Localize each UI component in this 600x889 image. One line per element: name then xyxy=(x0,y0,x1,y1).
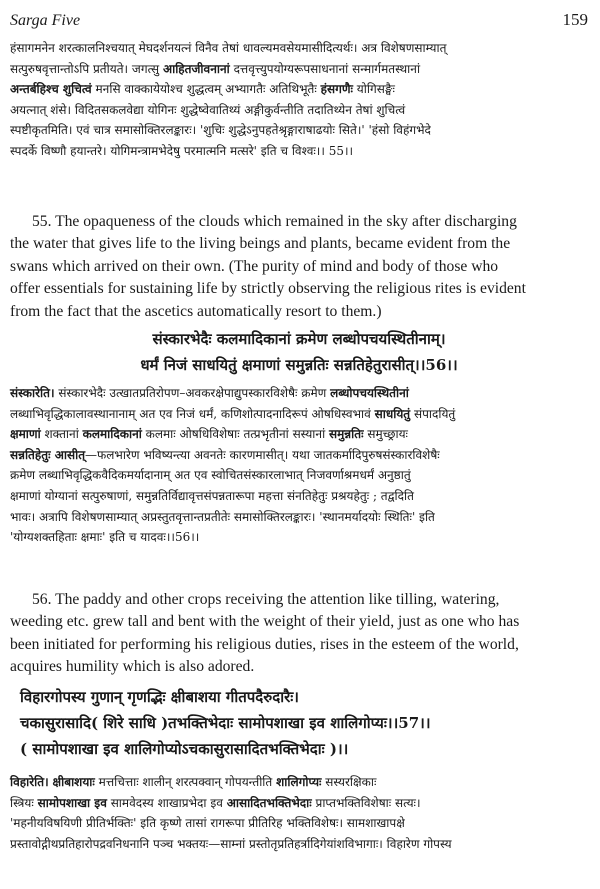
commentary-line: सन्नतिहेतुः आसीत्—फलभारेण भविष्यन्त्या अवनतेः कारणमासीत्। यथा जातकर्मादिपुरुषसंस्कारविशेषैः xyxy=(10,447,440,462)
translation-line: swans which arrived on their own. (The purity of mind and body of those who xyxy=(10,257,499,275)
commentary-line: स्पष्टीकृतमिति। एवं चात्र समासोक्तिरलङ्कारः। 'शुचिः शुद्धेऽनुपहतेश्रृङ्गाराषाढयोः सिते।' 'हंसो विहंगभेदे xyxy=(10,123,431,138)
running-head xyxy=(10,10,588,32)
translation-line: 56. The paddy and other crops receiving the attention like tilling, watering, xyxy=(32,591,500,608)
commentary-line: सत्पुरुषवृत्तान्तोऽपि प्रतीयते। जगत्सु आहितजीवनानां दत्तवृत्त्युपयोग्यरूपसाधनानां सन्मार्गमतस्थानां xyxy=(10,61,421,76)
commentary-line: 'महनीयविषयिणी प्रीतिर्भक्तिः' इति कृष्णे तासां रागरूपा प्रीतिरिह भक्तिविशेषः। सामशाखापक्षे xyxy=(10,816,405,831)
translation-line: acquires humility which is also adored. xyxy=(10,658,255,676)
commentary-54 xyxy=(10,38,588,162)
commentary-line: लब्धाभिवृद्धिकालावस्थानानाम् अत एव निजं धर्मं, कणिशोत्पादनादिरूपं ओषधिस्वभावं साधयितुं संपादयितुं xyxy=(10,406,456,421)
commentary-line: क्षमाणां योग्यानां सत्पुरुषाणां, समुन्नतिर्विद्यावृत्तसंपन्नतारूपा महत्ता संनतिहेतुः प्रश्रयहेतुः ; तद्वदिति xyxy=(10,488,414,503)
translation-56 xyxy=(10,589,588,679)
verse-56 xyxy=(10,326,588,378)
verse-line: धर्मं निजं साधयितुं क्षमाणां समुन्नतिः सन्नतिहेतुरासीत्।।56।। xyxy=(140,356,458,374)
translation-line: the water that gives life to the living beings and plants, became evident from the xyxy=(10,235,511,253)
commentary-line: प्रस्तावोद्गीथप्रतिहारोपद्रवनिधनानि पञ्च भक्तयः—साम्नां प्रस्तोतृप्रतिहर्त्रादिगेयांशविभागाः। विहारेण गोपस्य xyxy=(10,836,452,851)
translation-line: weeding etc. grew tall and bent with the weight of their yield, just as one who has xyxy=(10,613,520,631)
translation-line: been initiated for performing his religious duties, rises in the esteem of the world, xyxy=(10,635,519,653)
commentary-line: अयत्नात् शंसे। विदितसकलवेद्या योगिनः शुद्धेष्वेवातिथ्यं अङ्गीकुर्वन्तीति तदातिथ्येन तेषां शुचित्वं xyxy=(10,102,406,117)
verse-line: विहारगोपस्य गुणान् गृणद्भिः क्षीबाशया गीतपदैरुदारैः। xyxy=(20,688,299,706)
commentary-line: क्रमेण लब्धाभिवृद्धिकवैदिकमर्यादानाम् अत एव स्वोचितसंस्कारलाभात् निजवर्णाश्रमधर्मं अनुष्ठातुं xyxy=(10,468,411,483)
commentary-line: भावः। अत्रापि विशेषणसाम्यात् अप्रस्तुतवृत्तान्तप्रतीतेः समासोक्तिरलङ्कारः। 'स्थानमर्यादयोः स्थितिः' इति xyxy=(10,509,435,524)
translation-line: 55. The opaqueness of the clouds which remained in the sky after discharging xyxy=(32,213,517,230)
translation-55 xyxy=(10,211,588,323)
commentary-line: 'योग्यशक्तहिताः क्षमाः' इति च यादवः।।56।। xyxy=(10,530,200,545)
translation-line: from the fact that the ascetics automatically resort to them.) xyxy=(10,302,382,320)
verse-line: संस्कारभेदैः कलमादिकानां क्रमेण लब्धोपचयस्थितीनाम्। xyxy=(152,330,446,348)
page-number: 159 xyxy=(562,10,588,29)
commentary-line: स्पदर्के विष्णौ हयान्तरे। योगिमन्त्रामभेदेषु परमात्मनि मत्सरे' इति च विश्वः।। 55।। xyxy=(10,143,354,158)
verse-57 xyxy=(10,684,588,762)
commentary-line: विहारेति। क्षीबाशयाः मत्तचित्ताः शालीन् शरत्पक्वान् गोपयन्तीति शालिगोप्यः सस्यरक्षिकाः xyxy=(10,775,377,789)
commentary-line: स्त्रियः सामोपशाखा इव सामवेदस्य शाखाप्रभेदा इव आसादितभक्तिभेदाः प्राप्तभक्तिविशेषाः सत्यः। xyxy=(10,795,421,810)
commentary-57 xyxy=(10,772,588,854)
commentary-line: अन्तर्बहिश्च शुचित्वं मनसि वाक्कायेयोश्च शुद्धत्वम् अभ्यागतैः अतिथिभूतैः हंसगणैः योगिसङ्घैः xyxy=(10,82,395,97)
verse-line: ( सामोपशाखा इव शालिगोप्योऽचकासुरासादितभक्तिभेदाः )।। xyxy=(20,740,349,758)
commentary-line: हंसागमनेन शरत्कालनिश्चयात् मेघदर्शनयत्नं विनैव तेषां धावल्यमवसेयमासीदित्यर्थः। अत्र विशेषणसाम्यात् xyxy=(10,41,447,55)
commentary-line: क्षमाणां शक्तानां कलमादिकानां कलमाः ओषधिविशेषाः तत्प्रभृतीनां सस्यानां समुन्नतिः समुच्छ्रायः xyxy=(10,427,408,442)
commentary-line: संस्कारेति। संस्कारभेदैः उत्खातप्रतिरोपण–अवकरक्षेपाद्युपस्कारविशेषैः क्रमेण लब्धोपचयस्थितीनां xyxy=(10,386,409,400)
translation-line: offer essentials for sustaining life by strictly observing the religious rites is evident xyxy=(10,280,526,298)
running-title: Sarga Five xyxy=(10,12,81,29)
verse-line: चकासुरासादि( शिरे साधि )तभक्तिभेदाः सामोपशाखा इव शालिगोप्यः।।57।। xyxy=(20,714,431,732)
commentary-56 xyxy=(10,383,588,548)
